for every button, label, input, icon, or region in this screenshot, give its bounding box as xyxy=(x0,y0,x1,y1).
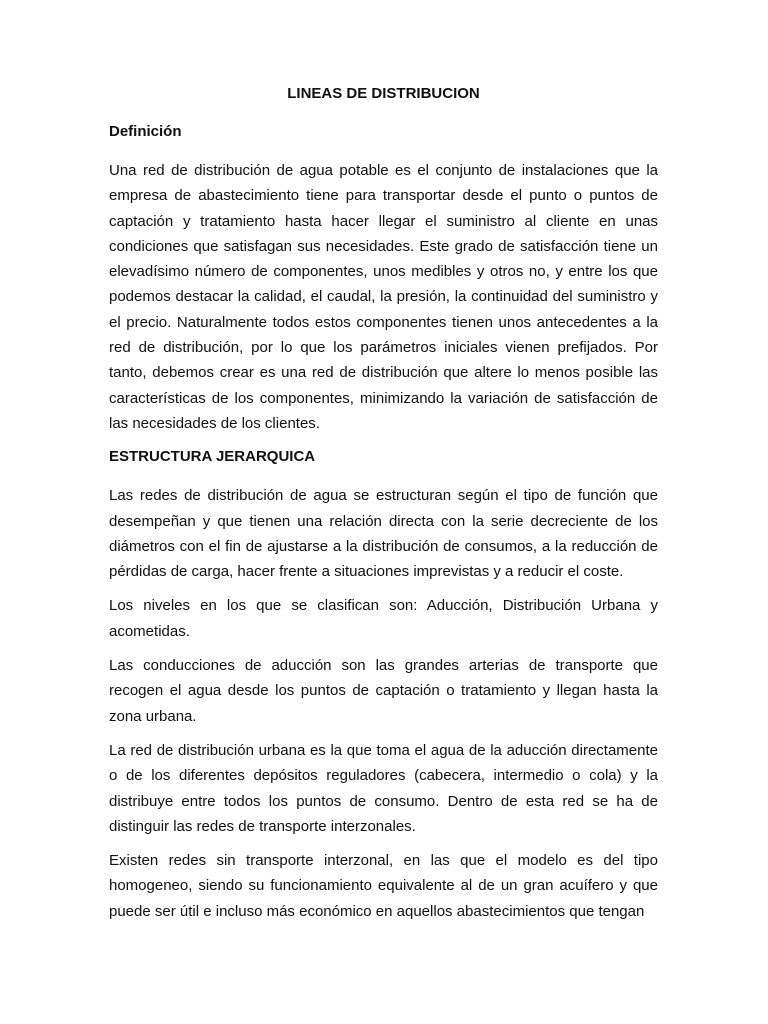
paragraph-red-urbana: La red de distribución urbana es la que toma el agua de la aducción directamente o de los diferentes depósitos reguladores (cabecera, intermedio o cola) y la distribuye entre todos los puntos de consumo. Dentro de esta red se ha de distinguir las redes de transporte interzonales. xyxy=(109,741,658,835)
section-definicion xyxy=(109,120,658,436)
paragraph-niveles: Los niveles en los que se clasifican son: Aducción, Distribución Urbana y acometidas. xyxy=(109,597,658,640)
document-title: LINEAS DE DISTRIBUCION xyxy=(287,85,480,102)
paragraph-sin-transporte: Existen redes sin transporte interzonal, en las que el modelo es del tipo homogeneo, siendo su funcionamiento equivalente al de un gran acuífero y que puede ser útil e incluso más económico en aquellos abastecimientos que tengan xyxy=(109,852,658,920)
paragraph-definicion: Una red de distribución de agua potable es el conjunto de instalaciones que la empresa de abastecimiento tiene para transportar desde el punto o puntos de captación y tratamiento hasta hacer llegar el suministro al cliente en unas condiciones que satisfagan sus necesidades. Este grado de satisfacción tiene un elevadísimo número de componentes, unos medibles y otros no, y entre los que podemos destacar la calidad, el caudal, la presión, la continuidad del suministro y el precio. Naturalmente todos estos componentes tienen unos antecedentes a la red de distribución, por lo que los parámetros iniciales vienen prefijados. Por tanto, debemos crear es una red de distribución que altere lo menos posible las características de los componentes, minimizando la variación de satisfacción de las necesidades de los clientes. xyxy=(109,162,658,432)
section-heading-estructura: ESTRUCTURA JERARQUICA xyxy=(109,448,316,466)
paragraph-redes-estructura: Las redes de distribución de agua se estructuran según el tipo de función que desempeñan y que tienen una relación directa con la serie decreciente de los diámetros con el fin de ajustarse a la distribución de consumos, a la reducción de pérdidas de carga, hacer frente a situaciones imprevistas y a reducir el coste. xyxy=(109,487,658,581)
document-page xyxy=(109,82,658,933)
section-heading-definicion: Definición xyxy=(109,123,182,140)
paragraph-aduccion: Las conducciones de aducción son las grandes arterias de transporte que recogen el agua desde los puntos de captación o tratamiento y llegan hasta la zona urbana. xyxy=(109,657,658,725)
section-estructura-jerarquica xyxy=(109,445,658,924)
